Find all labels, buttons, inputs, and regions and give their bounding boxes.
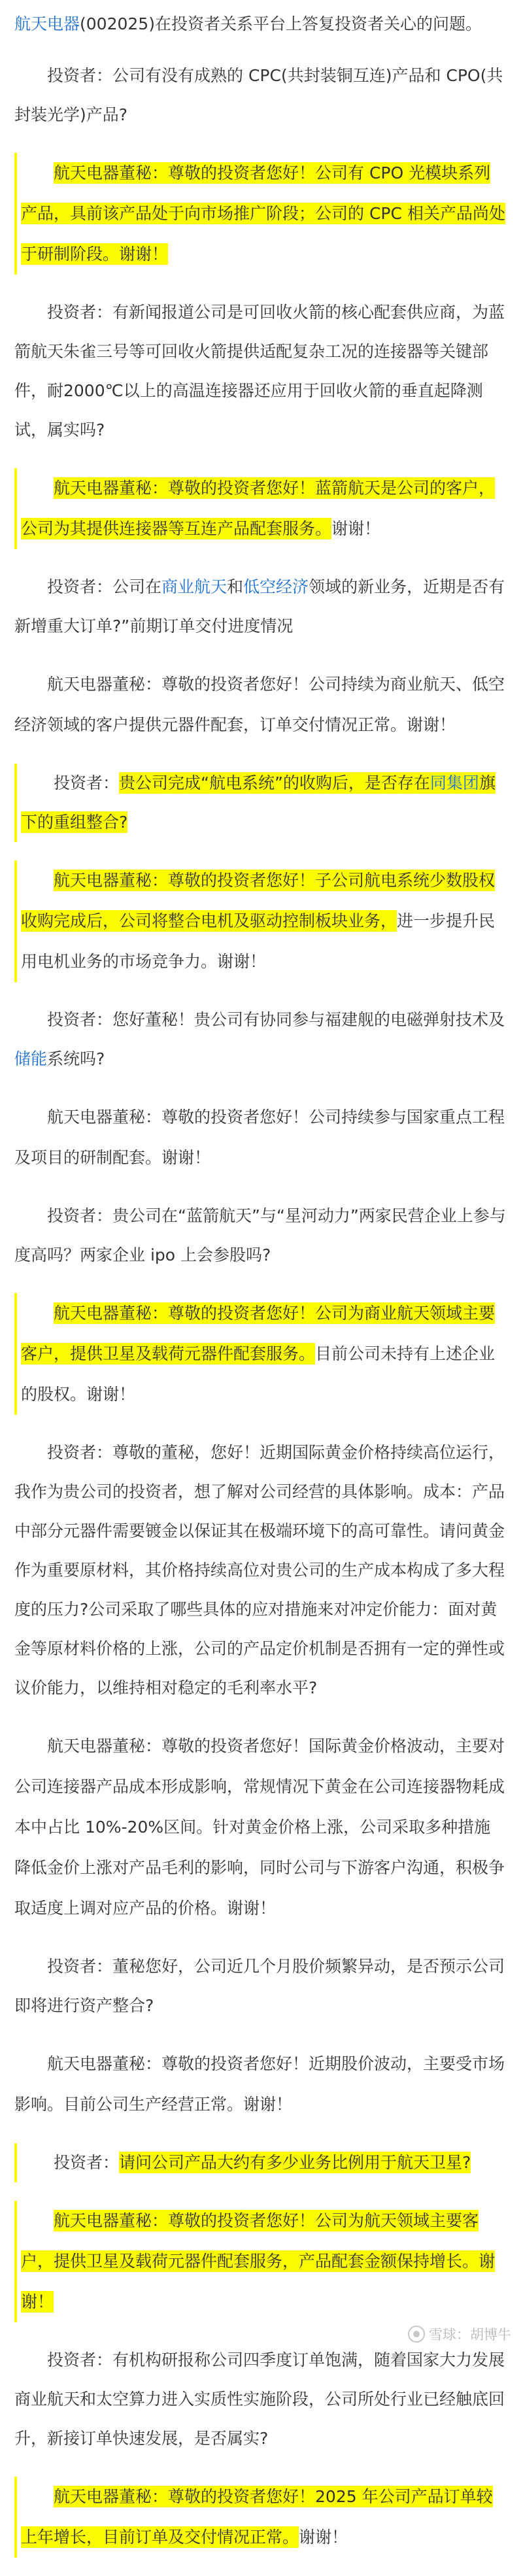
text-span: 投资者：	[54, 773, 120, 792]
secretary-answer	[14, 1293, 506, 1415]
secretary-answer	[14, 1097, 506, 1178]
secretary-answer	[14, 1726, 506, 1929]
text-span: 投资者：公司在	[47, 577, 162, 596]
text-span: 航天电器董秘：尊敬的投资者您好！近期股价波动，主要受市场影响。目前公司生产经营正常。谢谢！	[14, 2054, 505, 2114]
qa-list	[14, 56, 506, 2558]
investor-question	[14, 1433, 506, 1708]
investor-question	[14, 56, 506, 135]
stock-topic-link[interactable]: 低空经济	[243, 577, 309, 596]
text-span: 投资者：	[54, 2153, 120, 2172]
investor-question	[14, 764, 506, 842]
text-span: 投资者：您好董秘！贵公司有协同参与福建舰的电磁弹射技术及	[47, 1010, 505, 1029]
investor-question	[14, 1947, 506, 2025]
text-span: 和	[227, 577, 244, 596]
highlighted-text: 航天电器董秘：尊敬的投资者您好！公司有 CPO 光模块系列产品，具前该产品处于向市场推广阶段；公司的 CPC 相关产品尚处于研制阶段。谢谢！	[21, 163, 505, 263]
intro-paragraph	[14, 9, 506, 39]
stock-topic-link[interactable]: 商业航天	[161, 577, 228, 596]
text-span: 系统吗?	[47, 1049, 105, 1068]
stock-topic-link[interactable]: 同集团	[430, 773, 479, 792]
highlighted-text: 贵公司完成“航电系统”的收购后，是否存在	[119, 773, 430, 792]
text-span: 投资者：有新闻报道公司是可回收火箭的核心配套供应商，为蓝箭航天朱雀三号等可回收火箭提供适配复杂工况的连接器等关键部件，耐2000℃以上的高温连接器还应用于回收火箭的垂直起降测试，属实吗?	[14, 303, 505, 439]
article	[14, 9, 506, 2576]
watermark	[408, 2324, 511, 2344]
investor-question	[14, 293, 506, 450]
secretary-answer	[14, 153, 506, 275]
text-span: 航天电器董秘：尊敬的投资者您好！公司持续为商业航天、低空经济领域的客户提供元器件配套，订单交付情况正常。谢谢！	[14, 675, 505, 734]
xueqiu-logo-icon	[408, 2326, 425, 2343]
investor-question	[14, 1000, 506, 1079]
text-span: 进一步提升民用电机业务的市场竞争力。谢谢！	[21, 911, 496, 971]
investor-question	[14, 1196, 506, 1275]
text-span: 领域的新业务，近期是否有新增重大订单?”前期订单交付进度情况	[14, 577, 505, 636]
secretary-answer	[14, 468, 506, 549]
text-span: 投资者：贵公司在“蓝箭航天”与“星河动力”两家民营企业上参与度高吗？两家企业 ipo 上会参股吗?	[14, 1206, 506, 1264]
secretary-answer	[14, 860, 506, 982]
text-span: 谢谢！	[331, 519, 381, 538]
intro-text: (002025)在投资者关系平台上答复投资者关心的问题。	[80, 14, 482, 33]
watermark-text: 雪球：胡博牛	[429, 2327, 511, 2343]
highlighted-text: 航天电器董秘：尊敬的投资者您好！2025 年公司产品订单较上年增长，目前订单及交付情况正常。	[21, 2487, 493, 2547]
text-span: 目前公司未持有上述企业的股权。谢谢！	[21, 1344, 496, 1404]
text-span: 投资者：公司有没有成熟的 CPC(共封装铜互连)产品和 CPO(共封装光学)产品?	[14, 66, 503, 124]
highlighted-text: 航天电器董秘：尊敬的投资者您好！蓝箭航天是公司的客户，公司为其提供连接器等互连产品配套服务。	[21, 479, 496, 538]
text-span: 谢谢！	[299, 2528, 348, 2547]
secretary-answer	[14, 664, 506, 745]
investor-question	[14, 2341, 506, 2458]
company-link[interactable]: 航天电器	[14, 14, 80, 33]
secretary-answer	[14, 2201, 506, 2322]
text-span: 航天电器董秘：尊敬的投资者您好！公司持续参与国家重点工程及项目的研制配套。谢谢！	[14, 1108, 505, 1167]
secretary-answer	[14, 2044, 506, 2125]
investor-question	[14, 2143, 506, 2182]
highlighted-text: 旗下的重组整合?	[21, 773, 496, 832]
text-span: 投资者：董秘您好，公司近几个月股价频繁异动，是否预示公司即将进行资产整合?	[14, 1957, 505, 2015]
highlighted-text: 请问公司产品大约有多少业务比例用于航天卫星?	[119, 2153, 471, 2172]
highlighted-text: 航天电器董秘：尊敬的投资者您好！子公司航电系统少数股权收购完成后，公司将整合电机及驱动控制板块业务，	[21, 871, 496, 930]
stock-topic-link[interactable]: 储能	[14, 1049, 48, 1068]
text-span: 投资者：有机构研报称公司四季度订单饱满，随着国家大力发展商业航天和太空算力进入实质性实施阶段，公司所处行业已经触底回升，新接订单快速发展，是否属实?	[14, 2350, 505, 2448]
secretary-answer	[14, 2477, 506, 2558]
text-span: 航天电器董秘：尊敬的投资者您好！国际黄金价格波动，主要对公司连接器产品成本形成影响，常规情况下黄金在公司连接器物耗成本中占比 10%-20%区间。针对黄金价格上涨，公司采取多种措施降低金价上涨对产品毛利的影响，同时公司与下游客户沟通，积极争取适度上调对应产品的价格。谢谢！	[14, 1737, 505, 1918]
highlighted-text: 航天电器董秘：尊敬的投资者您好！公司为航天领域主要客户，提供卫星及载荷元器件配套服务，产品配套金额保持增长。谢谢！	[21, 2211, 496, 2311]
highlighted-text: 航天电器董秘：尊敬的投资者您好！公司为商业航天领域主要客户，提供卫星及载荷元器件配套服务。	[21, 1304, 496, 1363]
investor-question	[14, 568, 506, 646]
text-span: 投资者：尊敬的董秘，您好！近期国际黄金价格持续高位运行，我作为贵公司的投资者，想了解对公司经营的具体影响。成本：产品中部分元器件需要镀金以保证其在极端环境下的高可靠性。请问黄金作为重要原材料，其价格持续高位对贵公司的生产成本构成了多大程度的压力?公司采取了哪些具体的应对措施来对冲定价能力：面对黄金等原材料价格的上涨，公司的产品定价机制是否拥有一定的弹性或议价能力，以维持相对稳定的毛利率水平?	[14, 1443, 505, 1697]
